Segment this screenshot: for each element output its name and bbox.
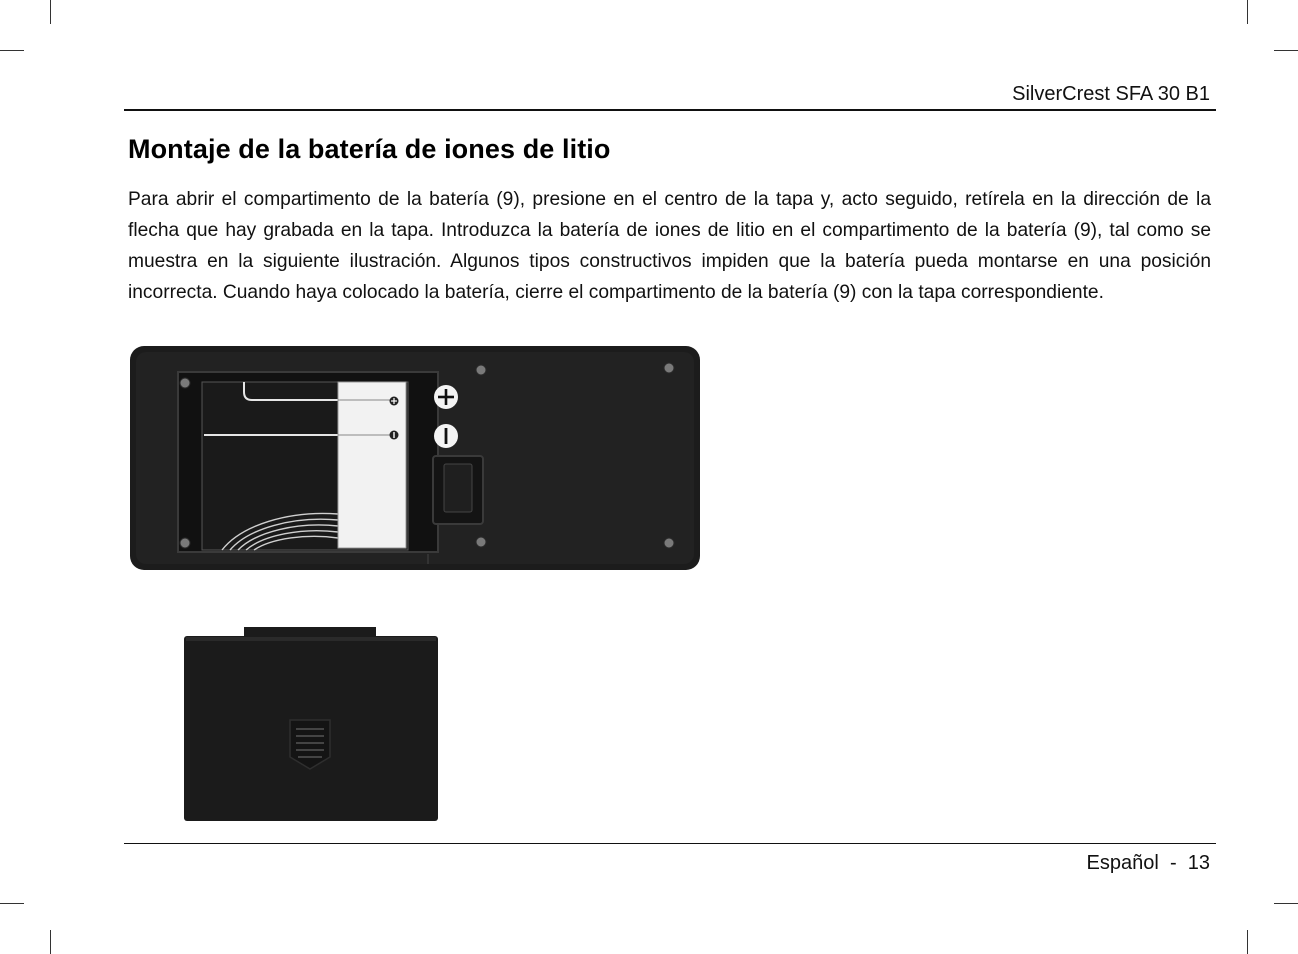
crop-mark (1247, 930, 1248, 954)
instruction-paragraph: Para abrir el compartimento de la batería (9), presione en el centro de la tapa y, acto seguido, retírela en la dirección de la flecha que hay grabada en la tapa. Introduzca la batería de iones de litio en el compartimento de la batería (9), tal como se muestra en la siguiente ilustración. Algunos tipos constructivos impiden que la batería pueda montarse en una posición incorrecta. Cuando haya colocado la batería, cierre el compartimento de la batería (9) con la tapa correspondiente. (128, 189, 1211, 303)
document-header-title: SilverCrest SFA 30 B1 (1012, 83, 1210, 105)
footer-language: Español (1086, 852, 1159, 874)
crop-mark (1247, 0, 1248, 24)
plus-icon (434, 385, 458, 409)
footer-rule (124, 843, 1216, 844)
page-number: 13 (1187, 852, 1210, 874)
crop-mark (0, 903, 24, 904)
device-with-battery-photo (128, 342, 704, 574)
crop-mark (1274, 50, 1298, 51)
crop-mark (0, 50, 24, 51)
battery-cover-photo (182, 625, 440, 823)
crop-mark (50, 930, 51, 954)
page-footer (1087, 852, 1210, 875)
crop-mark (1274, 903, 1298, 904)
footer-separator: - (1169, 852, 1177, 874)
minus-icon (434, 424, 458, 448)
crop-mark (50, 0, 51, 24)
header-rule (124, 109, 1216, 111)
section-title: Montaje de la batería de iones de litio (128, 134, 611, 164)
